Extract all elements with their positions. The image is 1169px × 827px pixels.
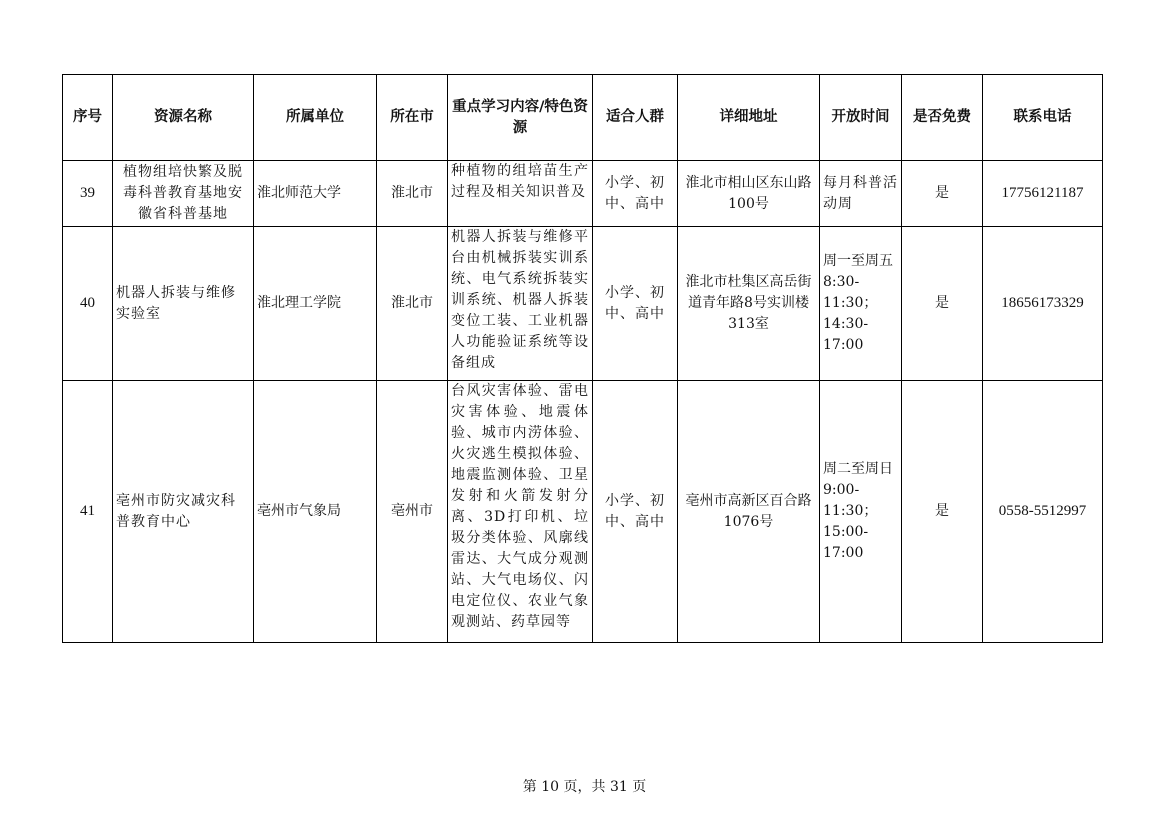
cell-free: 是 [902,227,983,381]
header-content: 重点学习内容/特色资源 [448,75,593,161]
cell-unit: 淮北师范大学 [254,161,377,227]
cell-audience: 小学、初中、高中 [593,161,678,227]
cell-phone: 0558-5512997 [983,381,1103,643]
cell-audience: 小学、初中、高中 [593,381,678,643]
header-unit: 所属单位 [254,75,377,161]
cell-free: 是 [902,381,983,643]
cell-address: 淮北市杜集区高岳街道青年路8号实训楼313室 [678,227,820,381]
cell-address: 淮北市相山区东山路100号 [678,161,820,227]
table-row [63,227,1103,381]
cell-hours: 每月科普活动周 [820,161,902,227]
header-no: 序号 [63,75,113,161]
table-row [63,161,1103,227]
cell-city: 淮北市 [377,227,448,381]
cell-hours: 周一至周五8:30-11:30；14:30-17:00 [820,227,902,381]
table-header-row [63,75,1103,161]
cell-phone: 18656173329 [983,227,1103,381]
header-name: 资源名称 [113,75,254,161]
header-phone: 联系电话 [983,75,1103,161]
cell-content: 种植物的组培苗生产过程及相关知识普及 [448,161,593,227]
cell-city: 淮北市 [377,161,448,227]
cell-unit: 淮北理工学院 [254,227,377,381]
header-city: 所在市 [377,75,448,161]
cell-free: 是 [902,161,983,227]
header-address: 详细地址 [678,75,820,161]
cell-city: 亳州市 [377,381,448,643]
cell-no: 39 [63,161,113,227]
header-hours: 开放时间 [820,75,902,161]
cell-unit: 亳州市气象局 [254,381,377,643]
cell-content: 台风灾害体验、雷电灾害体验、地震体验、城市内涝体验、火灾逃生模拟体验、地震监测体验、卫星发射和火箭发射分离、3D打印机、垃圾分类体验、风廓线雷达、大气成分观测站、大气电场仪、闪电定位仪、农业气象观测站、药草园等 [448,381,593,643]
cell-no: 40 [63,227,113,381]
cell-no: 41 [63,381,113,643]
cell-name: 机器人拆装与维修实验室 [113,227,254,381]
cell-address: 亳州市高新区百合路1076号 [678,381,820,643]
header-free: 是否免费 [902,75,983,161]
cell-hours: 周二至周日 9:00-11:30；15:00-17:00 [820,381,902,643]
resource-table [62,74,1103,643]
cell-audience: 小学、初中、高中 [593,227,678,381]
table-row [63,381,1103,643]
page-footer: 第 10 页，共 31 页 [522,779,647,795]
cell-phone: 17756121187 [983,161,1103,227]
cell-name: 亳州市防灾减灾科普教育中心 [113,381,254,643]
cell-name: 植物组培快繁及脱毒科普教育基地安徽省科普基地 [113,161,254,227]
cell-content: 机器人拆装与维修平台由机械拆装实训系统、电气系统拆装实训系统、机器人拆装变位工装、工业机器人功能验证系统等设备组成 [448,227,593,381]
header-audience: 适合人群 [593,75,678,161]
